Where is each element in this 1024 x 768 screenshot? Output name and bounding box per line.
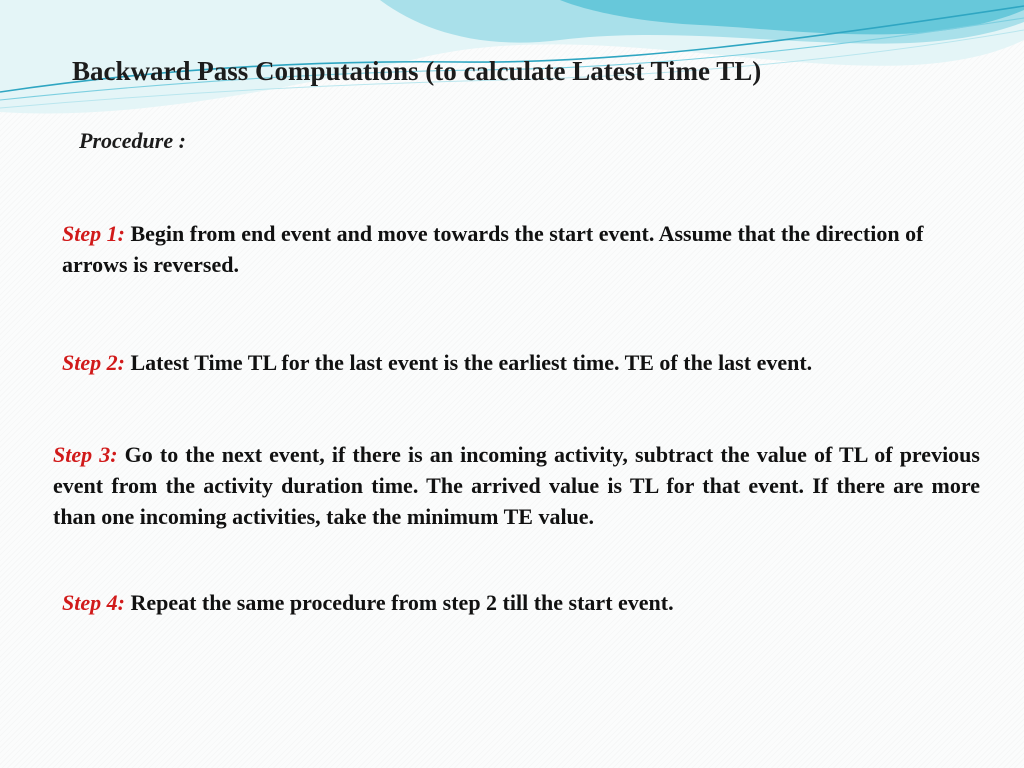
procedure-heading: Procedure : <box>79 128 186 153</box>
slide-title: Backward Pass Computations (to calculate Latest Time TL) <box>72 56 762 86</box>
step-4-paragraph <box>62 587 980 618</box>
step-1-label: Step 1: <box>62 221 125 246</box>
step-1-text: Begin from end event and move towards the start event. Assume that the direction of arrows is reversed. <box>62 221 924 277</box>
step-3-text: Go to the next event, if there is an incoming activity, subtract the value of TL of previous event from the activity duration time. The arrived value is TL for that event. If there are more than one incoming activities, take the minimum TE value. <box>53 442 980 529</box>
step-4-text: Repeat the same procedure from step 2 till the start event. <box>130 590 674 615</box>
step-2-paragraph <box>62 347 980 378</box>
step-2-label: Step 2: <box>62 350 125 375</box>
step-4-label: Step 4: <box>62 590 125 615</box>
step-1-paragraph <box>62 218 980 280</box>
step-3-paragraph <box>53 439 980 532</box>
step-3-label: Step 3: <box>53 442 118 467</box>
step-2-text: Latest Time TL for the last event is the earliest time. TE of the last event. <box>130 350 813 375</box>
